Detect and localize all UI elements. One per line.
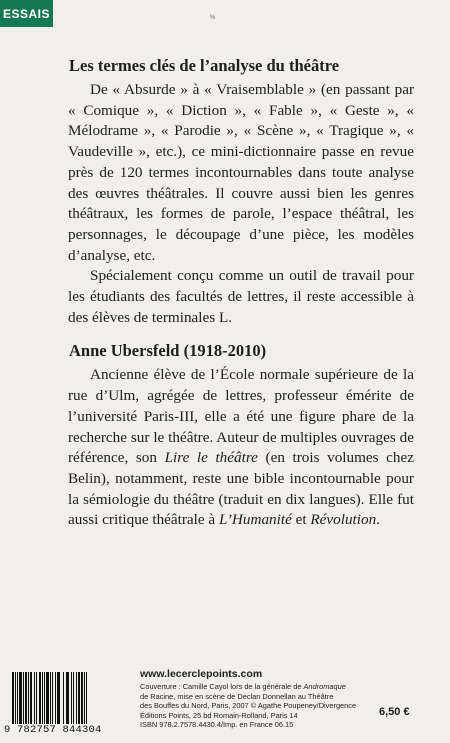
section-heading-author: Anne Ubersfeld (1918-2010): [69, 341, 267, 361]
section-heading-terms: Les termes clés de l’analyse du théâtre: [69, 56, 340, 75]
author-bio-paragraph: [68, 365, 414, 531]
back-cover-text: [58, 56, 414, 531]
credit-text: Couverture : Camille Cayol lors de la générale de: [140, 682, 304, 691]
publication-humanite: L’Humanité: [218, 511, 292, 529]
description-paragraph-1: De « Absurde » à « Vraisemblable » (en passant par « Comique », « Diction », « Fable », « Geste », « Mélodrame », « Parodie », « Scène », « Tragique », « Vaudeville », etc.), ce mini-dictionnaire passe en revue près de 120 termes incontournables dans toute analyse des œuvres théâtrales. Il couvre aussi bien les genres théâtraux, les formes de parole, l’espace théâtral, les personnages, le découpage d’une pièce, les modèles d’analyse, etc.: [68, 81, 414, 264]
description-paragraph-2: Spécialement conçu comme un outil de travail pour les étudiants des facultés de lettres, il reste accessible à des élèves de terminales L.: [68, 267, 414, 326]
barcode-icon: [12, 672, 118, 727]
publisher-website: www.lecerclepoints.com: [140, 668, 263, 680]
barcode-number: 9 782757 844304: [4, 724, 102, 736]
credits-block: [140, 682, 372, 730]
footer: [0, 662, 450, 743]
publication-revolution: Révolution: [310, 511, 377, 529]
series-label: ESSAIS: [0, 0, 53, 27]
credit-line-4: Éditions Points, 25 bd Romain-Rolland, Paris 14: [140, 710, 298, 720]
book-title-lire-le-theatre: Lire le théâtre: [164, 449, 258, 467]
credit-play-title: Andromaque: [303, 682, 346, 691]
credit-line-3: des Bouffes du Nord, Paris, 2007 © Agathe Poupeney/Divergence: [140, 701, 357, 711]
bio-text-3: et: [291, 511, 311, 529]
credit-line-1: [140, 682, 372, 692]
price: 6,50 €: [379, 706, 410, 718]
bio-text-2: (en trois volumes chez Belin), notamment, reste une bible incontournable pour la sémiologie du théâtre (traduit en dix langues). Elle fut aussi critique théâtrale à: [68, 449, 414, 529]
credit-line-2: de Racine, mise en scène de Declan Donnellan au Théâtre: [140, 691, 334, 701]
credit-line-5: ISBN 978.2.7578.4430.4/Imp. en France 06.15: [140, 720, 294, 730]
section-book-description: [58, 56, 414, 328]
top-mark: %: [210, 15, 216, 21]
bio-text-4: .: [376, 511, 380, 529]
bio-text-1: Ancienne élève de l’École normale supérieure de la rue d’Ulm, agrégée de lettres, professeur émérite de l’université Paris-III, elle a été une figure phare de la recherche sur le théâtre. Auteur de multiples ouvrages de référence, son: [68, 366, 414, 467]
section-author-bio: [58, 341, 414, 531]
